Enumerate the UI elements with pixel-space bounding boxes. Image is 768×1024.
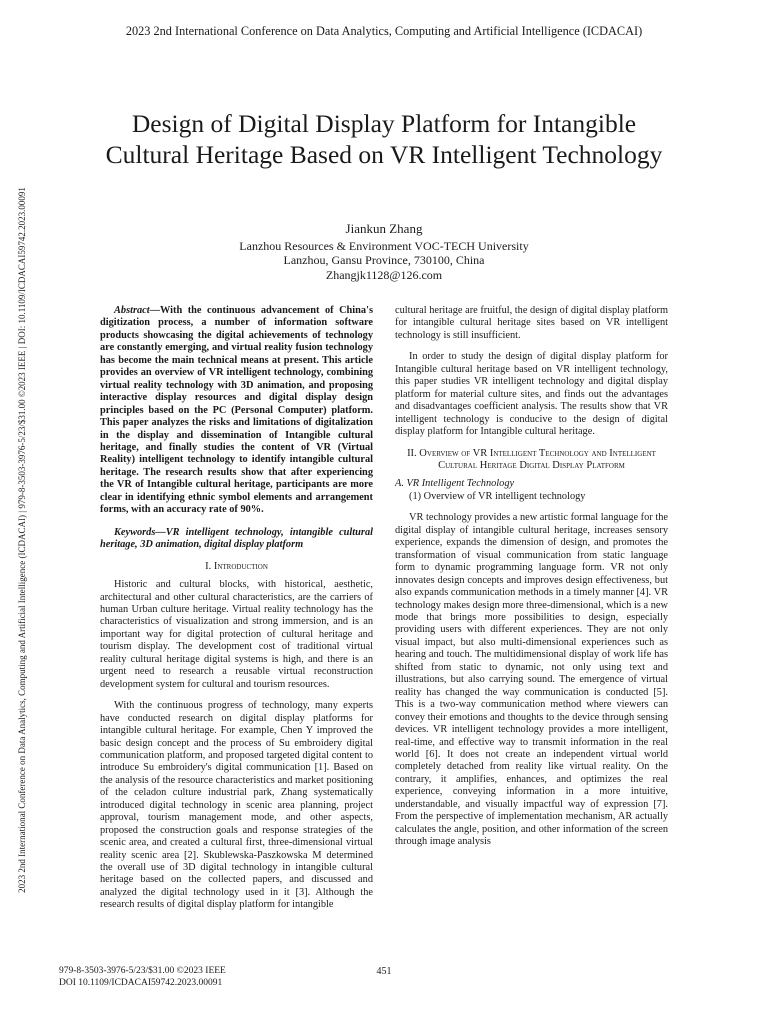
side-citation-text: 2023 2nd International Conference on Data Analytics, Computing and Artificial Intelligence (ICDACAI) | 979-8-3503-3976-5/23/$31.00 ©2023 IEEE | DOI: 10.1109/ICDACAI59742.2023.00091 [17,187,27,893]
section-heading-introduction: I. Introduction [205,560,268,572]
intro-paragraph-2: With the continuous progress of technology, many experts have conducted research on digital display platforms for intangible cultural heritage. For example, Chen Y improved the basic design concept and the process of Su embroidery digital communication platform, and proposed targeted digital content to introduce Su embroidery's digital communication [1]. Based on the analysis of the resource characteristics and market positioning of the celadon culture industrial park, Zhang systematically introduced digital technology in scenic area planning, project approval, tourism management mode, and other aspects, proposed the construction goals and response strategies of the scenic area, and created a cultural first, three-dimensional virtual reality scenic area [2]. Skublewska-Paszkowska M determined the overall use of 3D digital technology in intangible cultural heritage based on the collected papers, and discussed and analyzed the digital technology used in it [3]. Although the research results of digital display platform for intangible [100,700,373,911]
subsubsection-heading-1: (1) Overview of VR intelligent technology [409,490,586,502]
author-block [100,222,668,283]
vr-paragraph-1: VR technology provides a new artistic formal language for the digital display of intangible cultural heritage, increases sensory experience, expands the dimension of design, and promotes the transformation of visual communication from static language form to dynamic programming language form. VR not only innovates design concepts and improves design effectiveness, but also expands communication methods in a timely manner [4]. VR technology makes design more three-dimensional, which is a new mode that brings more possibilities to design, especially providing users with different experiences. They are not only visual impact, but also multi-dimensional experiences such as hearing and touch. The multidimensional display of work life has shifted from static to dynamic, not only using text and illustrations, but also carrying sound. The emergence of virtual reality has changed the way communication is conducted [5]. This is a two-way communication method where viewers can convey their emotions and thoughts to the device through sensing devices. VR intelligent technology provides a more intelligent, real-time, and effective way to transmit information in the real world [6]. It does not create an independent virtual world completely detached from reality like virtual reality. On the contrary, it amplifies, enhances, and optimizes the real experience, conveying information in a more intuitive, understandable, and visually impactful way of expression [7]. From the perspective of implementation mechanism, AR actually calculates the angle, position, and other information of the screen through image analysis [395,512,668,848]
abstract [100,305,373,517]
paper-title: Design of Digital Display Platform for Intangible Cultural Heritage Based on VR Intelligent Technology [105,109,663,169]
page-number: 451 [376,966,392,977]
author-affiliation-1: Lanzhou Resources & Environment VOC-TECH University [239,238,529,253]
footer-doi: DOI 10.1109/ICDACAI59742.2023.00091 [59,977,223,988]
author-affiliation-2: Lanzhou, Gansu Province, 730100, China [283,253,485,268]
right-column [395,305,668,849]
intro-paragraph-1: Historic and cultural blocks, with historical, aesthetic, architectural and other cultural characteristics, are the carriers of human Urban culture heritage. Virtual reality technology has the characteristics of visualization and strong immersion, and is an important way for digital protection of cultural heritage and tourism display. The development cost of traditional virtual reality cultural heritage digital systems is high, and there is an urgent need to research a reusable virtual reconstruction development system for cultural and tourism resources. [100,579,373,690]
section-heading-overview: II. Overview of VR Intelligent Technology and Intelligent Cultural Heritage Digital Display Platform [407,447,656,471]
abstract-label: Abstract [114,305,150,316]
author-email: Zhangjk1128@126.com [325,268,443,283]
abstract-text: —With the continuous advancement of China's digitization process, a number of information software products showcasing the digital achievements of technology are constantly emerging, and virtual reality fusion technology has become the main technical means at present. This article provides an overview of VR intelligent technology, combining virtual reality technology with 3D animation, and proposing interactive display resources and digital display design principles based on the PC (Personal Computer) platform. This paper analyzes the risks and limitations of digitalization in the display and dissemination of Intangible cultural heritage, and finally studies the content of VR (Virtual Reality) intelligent technology to identify intangible cultural heritage. The research results show that after experiencing the VR of Intangible cultural heritage, participants are more clear in identifying ethnic symbol elements and arrangement forms, with an accuracy rate of 90%. [100,305,373,516]
author-name: Jiankun Zhang [345,221,423,236]
subsection-heading-a: A. VR Intelligent Technology [395,478,515,490]
side-citation-strip [8,105,27,975]
intro-paragraph-3: In order to study the design of digital display platform for Intangible cultural heritage based on VR intelligent technology, this paper studies VR intelligent technology and digital display platform for material culture sites, and finds out the advantages and disadvantages coefficient analysis. The results show that VR intelligent technology is conducive to the design of digital display platform for Intangible cultural heritage. [395,351,668,438]
left-column [100,305,373,912]
footer-isbn: 979-8-3503-3976-5/23/$31.00 ©2023 IEEE [59,966,226,976]
conference-header: 2023 2nd International Conference on Data Analytics, Computing and Artificial Intelligence (ICDACAI) [125,24,643,38]
keywords: Keywords—VR intelligent technology, intangible cultural heritage, 3D animation, digital display platform [100,526,373,551]
continued-paragraph: cultural heritage are fruitful, the design of digital display platform for intangible cultural heritage sites based on VR intelligent technology is still insufficient. [395,305,668,341]
